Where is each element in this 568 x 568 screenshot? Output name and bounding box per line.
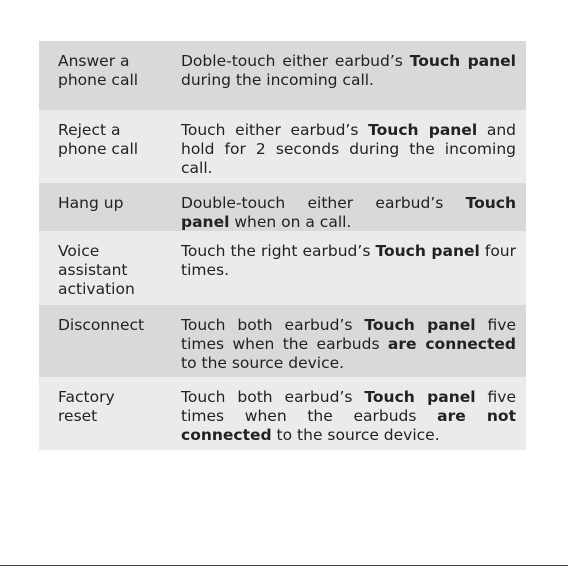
table-row bbox=[39, 377, 526, 450]
description-text: Touch both earbud’s bbox=[181, 316, 365, 334]
action-cell bbox=[39, 377, 161, 450]
page-bottom-divider bbox=[0, 565, 568, 566]
description-text: four times. bbox=[181, 242, 516, 279]
description-text: during the incoming call. bbox=[181, 71, 374, 89]
description-bold-text: are not connected bbox=[181, 407, 516, 444]
description-bold-text: Touch panel bbox=[181, 194, 516, 231]
table-row bbox=[39, 231, 526, 305]
description-bold-text: are connected bbox=[387, 335, 516, 353]
action-line: phone call bbox=[58, 140, 139, 158]
description-text: Touch either earbud’s bbox=[181, 121, 369, 139]
description-cell bbox=[181, 183, 516, 231]
description-bold-text: Touch panel bbox=[368, 121, 478, 139]
action-cell bbox=[39, 183, 161, 231]
action-line: Voice bbox=[58, 242, 100, 260]
action-line: Reject a bbox=[58, 121, 121, 139]
table-row bbox=[39, 305, 526, 377]
description-text: five times when the earbuds bbox=[181, 388, 516, 425]
action-line: phone call bbox=[58, 71, 139, 89]
table-row bbox=[39, 41, 526, 110]
action-line: Factory bbox=[58, 388, 115, 406]
table-row bbox=[39, 183, 526, 231]
action-line: activation bbox=[58, 280, 135, 298]
description-bold-text: Touch panel bbox=[364, 316, 476, 334]
action-line: Disconnect bbox=[58, 316, 145, 334]
description-text: when on a call. bbox=[229, 213, 352, 231]
description-cell bbox=[181, 305, 516, 377]
action-cell bbox=[39, 110, 161, 183]
description-text: and hold for 2 seconds during the incoming call. bbox=[181, 121, 516, 177]
description-cell bbox=[181, 110, 516, 183]
description-bold-text: Touch panel bbox=[364, 388, 476, 406]
description-cell bbox=[181, 231, 516, 305]
action-cell bbox=[39, 231, 161, 305]
action-line: Answer a bbox=[58, 52, 130, 70]
action-cell bbox=[39, 305, 161, 377]
description-text: Doble-touch either earbud’s bbox=[181, 52, 410, 70]
description-text: Double-touch either earbud’s bbox=[181, 194, 466, 212]
description-text: to the source device. bbox=[271, 426, 440, 444]
description-text: five times when the earbuds bbox=[181, 316, 516, 353]
description-text: to the source device. bbox=[181, 354, 345, 372]
action-line: reset bbox=[58, 407, 98, 425]
description-text: Touch the right earbud’s bbox=[181, 242, 376, 260]
description-bold-text: Touch panel bbox=[409, 52, 516, 70]
description-bold-text: Touch panel bbox=[375, 242, 480, 260]
description-text: Touch both earbud’s bbox=[181, 388, 365, 406]
touch-controls-table bbox=[39, 41, 526, 450]
action-line: assistant bbox=[58, 261, 128, 279]
action-line: Hang up bbox=[58, 194, 124, 212]
description-cell bbox=[181, 377, 516, 450]
table-row bbox=[39, 110, 526, 183]
description-cell bbox=[181, 41, 516, 110]
action-cell bbox=[39, 41, 161, 110]
